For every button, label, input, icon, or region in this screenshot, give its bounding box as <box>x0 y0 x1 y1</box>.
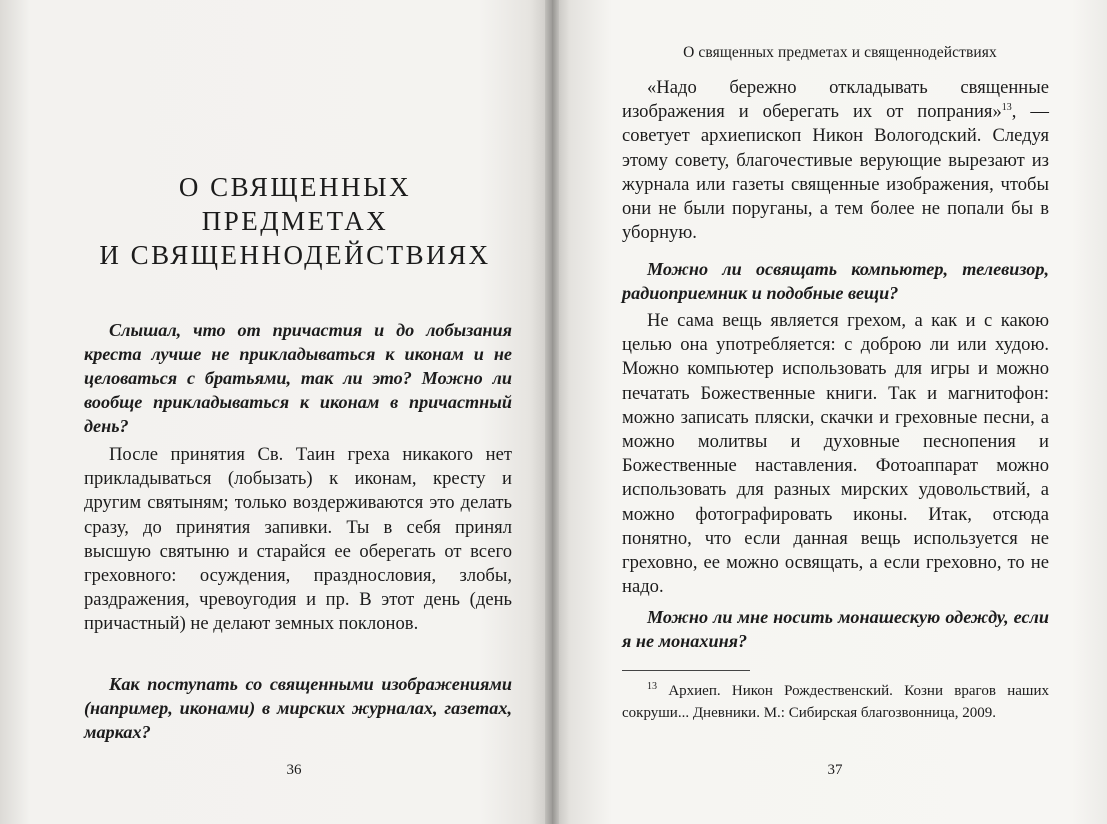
answer-consecrate-devices: Не сама вещь является грехом, а как и с какою целью она употребляется: с доброю ли или худою. Можно компьютер использовать для игры и можно печатать Божественные книги. Так и магнитофон: можно записать пляски, скачки и греховные песни, а можно молитвы и духовные песнопения и Божественные наставления. Фотоаппарат можно использовать для разных мирских удовольствий, а можно фотографировать иконы. Итак, отсюда понятно, что если данная вещь используется не греховно, ее можно освящать, а если греховно, то не надо. <box>622 310 1049 598</box>
footnote-text: Архиеп. Никон Рождественский. Козни врагов наших сокруши... Дневники. М.: Сибирская благозвонница, 2009. <box>622 683 1049 721</box>
footnote-divider <box>622 670 750 671</box>
left-page <box>0 0 552 824</box>
chapter-title <box>95 170 495 272</box>
question-sacred-images: Как поступать со священными изображениями (например, иконами) в мирских журналах, газетах, марках? <box>84 674 512 742</box>
footnote-number: 13 <box>647 681 657 692</box>
footnote <box>622 680 1049 724</box>
question-monastic-clothing: Можно ли мне носить монашескую одежду, если я не монахиня? <box>622 607 1049 651</box>
chapter-title-line-2: ПРЕДМЕТАХ <box>201 206 389 236</box>
answer-sacred-images-rest: , — советует архиепископ Никон Вологодский. Следуя этому совету, благочестивые верующие вырезают из журнала или газеты священные изображения, чтобы они не были поруганы, а тем более не попали бы в уборную. <box>622 101 1049 244</box>
page-number-left: 36 <box>286 762 302 778</box>
chapter-title-line-3: И СВЯЩЕННОДЕЙСТВИЯХ <box>99 240 491 270</box>
question-consecrate-devices: Можно ли освящать компьютер, телевизор, радиоприемник и подобные вещи? <box>622 259 1049 303</box>
running-header: О священных предметах и священнодействиях <box>683 44 997 61</box>
answer-sacred-images-quote: «Надо бережно откладывать священные изображения и оберегать их от попрания» <box>622 77 1049 123</box>
answer-sacred-images <box>622 76 1049 245</box>
chapter-title-line-1: О СВЯЩЕННЫХ <box>178 172 412 202</box>
footnote-reference[interactable]: 13 <box>1001 102 1012 114</box>
page-number-right: 37 <box>827 762 843 778</box>
book-gutter <box>545 0 559 824</box>
answer-communion-icons: После принятия Св. Таин греха никакого нет прикладываться (лобызать) к иконам, кресту и другим святыням; только воздерживаются это делать сразу, до принятия запивки. Ты в себя принял высшую святыню и старайся ее оберегать от всего греховного: осуждения, празднословия, злобы, раздражения, чревоугодия и пр. В этот день (день причастный) не делают земных поклонов. <box>84 444 512 635</box>
question-communion-icons: Слышал, что от причастия и до лобызания креста лучше не прикладываться к иконам и не целоваться с братьями, так ли это? Можно ли вообще прикладываться к иконам в причастный день? <box>84 320 512 436</box>
